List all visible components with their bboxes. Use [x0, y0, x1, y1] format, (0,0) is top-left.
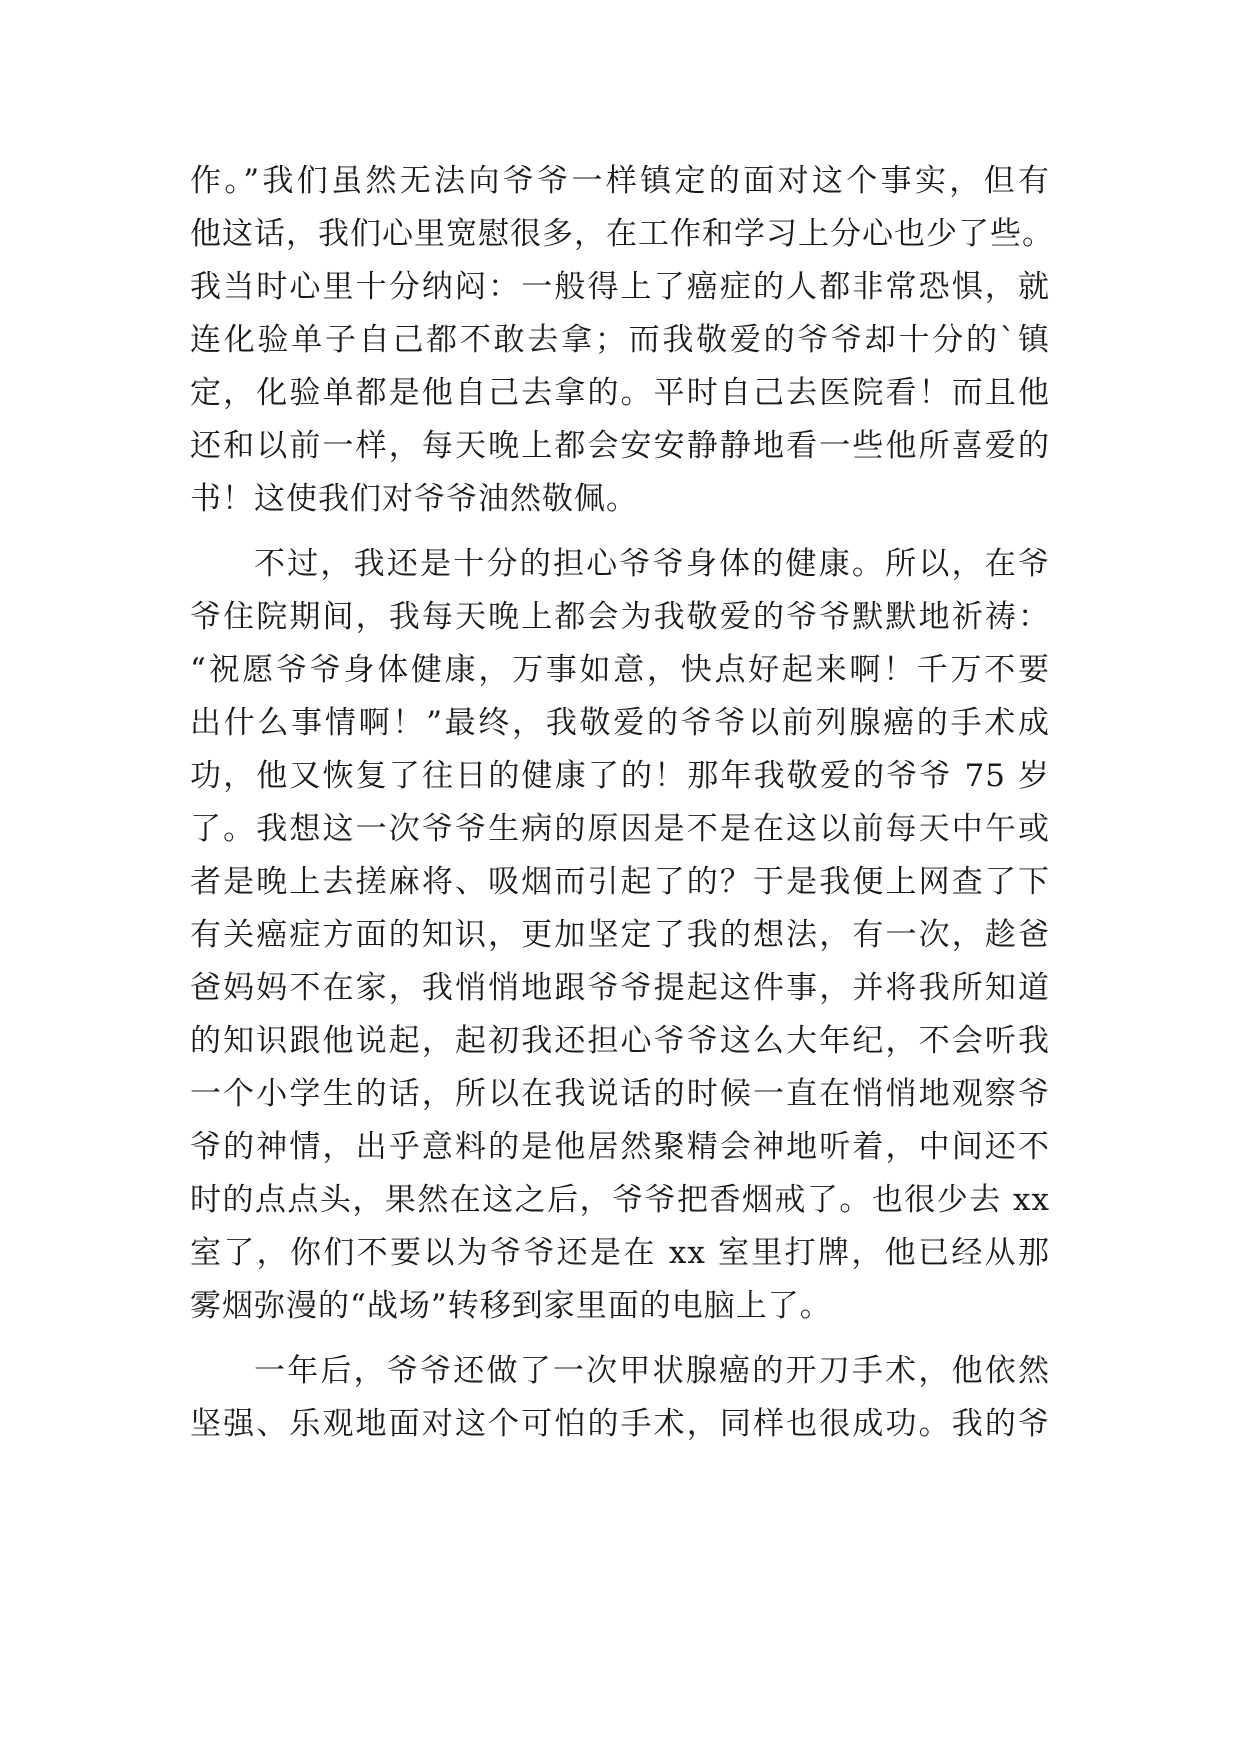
- text-line: 定，化验单都是他自己去拿的。平时自己去医院看！而且他: [190, 375, 1050, 411]
- text-line: 我当时心里十分纳闷：一般得上了癌症的人都非常恐惧，就: [190, 269, 1050, 305]
- text-line: 的知识跟他说起，起初我还担心爷爷这么大年纪，不会听我: [190, 1023, 1050, 1059]
- text-line: 书！这使我们对爷爷油然敬佩。: [190, 481, 638, 517]
- text-line: 还和以前一样，每天晚上都会安安静静地看一些他所喜爱的: [190, 428, 1050, 464]
- text-line: 者是晚上去搓麻将、吸烟而引起了的？于是我便上网查了下: [190, 864, 1050, 900]
- text-line: 出什么事情啊！”最终，我敬爱的爷爷以前列腺癌的手术成: [190, 705, 1050, 741]
- text-line: 连化验单子自己都不敢去拿；而我敬爱的爷爷却十分的`镇: [190, 322, 1050, 358]
- paragraph-2: [190, 538, 1050, 1333]
- text-line: 室了，你们不要以为爷爷还是在 xx 室里打牌，他已经从那: [190, 1235, 1050, 1271]
- text-line: 一年后，爷爷还做了一次甲状腺癌的开刀手术，他依然: [254, 1353, 1050, 1389]
- text-line: 作。”我们虽然无法向爷爷一样镇定的面对这个事实，但有: [190, 163, 1050, 199]
- text-line: 了。我想这一次爷爷生病的原因是不是在这以前每天中午或: [190, 811, 1050, 847]
- text-line: 他这话，我们心里宽慰很多，在工作和学习上分心也少了些。: [190, 216, 1054, 252]
- text-line: 雾烟弥漫的“战场”转移到家里面的电脑上了。: [190, 1288, 832, 1324]
- text-line: 爸妈妈不在家，我悄悄地跟爷爷提起这件事，并将我所知道: [190, 970, 1050, 1006]
- paragraph-1: [190, 155, 1054, 526]
- text-line: 时的点点头，果然在这之后，爷爷把香烟戒了。也很少去 xx: [190, 1182, 1050, 1218]
- text-line: 坚强、乐观地面对这个可怕的手术，同样也很成功。我的爷: [190, 1406, 1050, 1442]
- text-line: 爷住院期间，我每天晚上都会为我敬爱的爷爷默默地祈祷：: [190, 599, 1050, 635]
- text-line: 一个小学生的话，所以在我说话的时候一直在悄悄地观察爷: [190, 1076, 1050, 1112]
- text-line: 爷的神情，出乎意料的是他居然聚精会神地听着，中间还不: [190, 1129, 1050, 1165]
- paragraph-gap: [190, 526, 1050, 538]
- text-line: 不过，我还是十分的担心爷爷身体的健康。所以，在爷: [254, 546, 1050, 582]
- paragraph-gap: [190, 1333, 1050, 1345]
- text-line: 有关癌症方面的知识，更加坚定了我的想法，有一次，趁爸: [190, 917, 1050, 953]
- text-line: “祝愿爷爷身体健康，万事如意，快点好起来啊！千万不要: [190, 652, 1050, 688]
- paragraph-3: [190, 1345, 1050, 1451]
- text-line: 功，他又恢复了往日的健康了的！那年我敬爱的爷爷 75 岁: [190, 758, 1050, 794]
- body-text: [190, 155, 1054, 1451]
